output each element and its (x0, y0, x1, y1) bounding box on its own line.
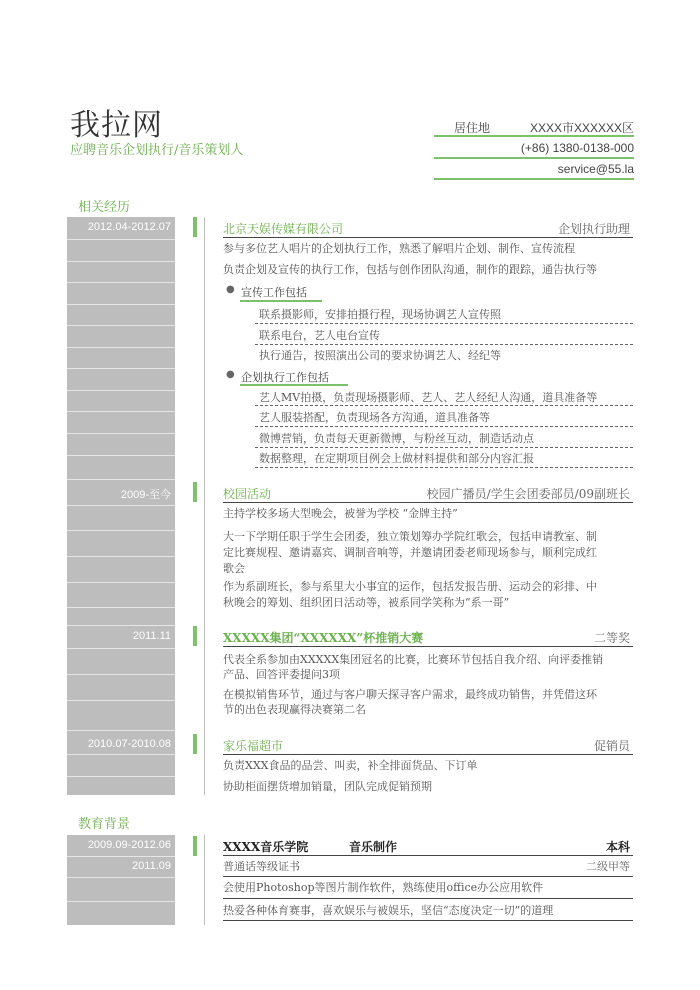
sidebar-separator (67, 556, 175, 557)
edu-cert-label: 普通话等级证书 (223, 860, 300, 873)
sidebar-separator (67, 700, 175, 701)
timeline-marker (193, 734, 197, 754)
entry-line: 大一下学期任职于学生会团委，独立策划筹办学院红歌会，包括申请教室、制 (223, 530, 597, 543)
entry-line: 负责企划及宣传的执行工作，包括与创作团队沟通，制作的跟踪，通告执行等 (223, 263, 597, 276)
group-underline (240, 384, 348, 386)
entry-role: 企划执行助理 (557, 222, 630, 236)
sidebar-separator (67, 648, 175, 649)
entry-date: 2012.04-2012.07 (87, 221, 171, 233)
timeline-line (204, 217, 205, 795)
group-item: 执行通告，按照演出公司的要求协调艺人、经纪等 (259, 349, 501, 362)
sidebar-separator (67, 304, 175, 305)
entry-divider (223, 646, 633, 647)
edu-divider (223, 876, 633, 877)
sidebar-separator (67, 455, 175, 456)
entry-line: 作为系副班长，参与系里大小事宜的运作，包括发报告册、运动会的彩排、中 (223, 580, 597, 593)
contact-divider (434, 135, 634, 137)
entry-org: 家乐福超市 (223, 739, 284, 753)
group-item: 数据整理，在定期项目例会上做材料提供和部分内容汇报 (259, 452, 534, 465)
sidebar-separator (67, 582, 175, 583)
email-value: service@55.la (557, 162, 634, 176)
edu-divider (223, 920, 633, 921)
edu-degree: 本科 (605, 840, 630, 854)
entry-line: 节的出色表现赢得决赛第二名 (223, 703, 366, 716)
entry-role: 校园广播员/学生会团委部员/09副班长 (426, 487, 630, 501)
edu-date: 2011.09 (132, 860, 171, 872)
edu-line: 热爱各种体育赛事，喜欢娱乐与被娱乐，坚信“态度决定一切”的道理 (223, 904, 554, 917)
entry-org: XXXXX集团“XXXXXX”杯推销大赛 (223, 631, 424, 645)
dashed-divider (255, 426, 633, 427)
sidebar-separator (67, 325, 175, 326)
bullet-icon: ● (226, 369, 235, 380)
sidebar-separator (67, 754, 175, 755)
dashed-divider (255, 467, 633, 468)
entry-divider (223, 237, 633, 238)
entry-line: 负责XXX食品的品尝、叫卖，补全排面货品、下订单 (223, 759, 478, 772)
group-item: 艺人服装搭配，负责现场各方沟通，道具准备等 (259, 411, 490, 424)
group-underline (240, 300, 322, 302)
entry-date: 2011.11 (132, 630, 171, 642)
group-item: 微博营销，负责每天更新微博，与粉丝互动，制造话动点 (259, 432, 534, 445)
edu-line: 会使用Photoshop等图片制作软件，熟练使用office办公应用软件 (223, 881, 544, 894)
sidebar-separator (67, 901, 175, 902)
edu-divider (223, 898, 633, 899)
sidebar-separator (67, 776, 175, 777)
entry-role: 促销员 (593, 739, 630, 753)
entry-divider (223, 754, 633, 755)
sidebar-separator (67, 674, 175, 675)
edu-divider (223, 855, 633, 856)
entry-divider (223, 502, 633, 503)
entry-line: 在模拟销售环节，通过与客户聊天探寻客户需求，最终成功销售，并凭借这环 (223, 688, 597, 701)
entry-date: 2009-至今 (120, 489, 171, 501)
sidebar-separator (67, 347, 175, 348)
edu-school: XXXX音乐学院 (223, 840, 309, 854)
timeline-marker (193, 217, 197, 237)
sidebar-separator (67, 607, 175, 608)
sidebar-separator (67, 411, 175, 412)
timeline-line (204, 835, 205, 925)
sidebar-separator (67, 390, 175, 391)
group-item: 联系摄影师，安排拍摄行程，现场协调艺人宣传照 (259, 308, 501, 321)
contact-divider (434, 157, 634, 159)
timeline-marker (193, 482, 197, 502)
edu-date: 2009.09-2012.06 (87, 839, 171, 851)
entry-line: 歌会 (223, 562, 245, 575)
entry-role: 二等奖 (593, 631, 630, 645)
sidebar-separator (67, 530, 175, 531)
entry-line: 主持学校多场大型晚会，被誉为学校 “金牌主持” (223, 507, 458, 520)
group-title: 宣传工作包括 (241, 286, 307, 299)
bullet-icon: ● (226, 284, 235, 295)
address-label: 居住地 (454, 121, 491, 135)
edu-major: 音乐制作 (349, 840, 398, 854)
sidebar-separator (67, 261, 175, 262)
entry-line: 参与多位艺人唱片的企划执行工作，熟悉了解唱片企划、制作、宣传流程 (223, 242, 575, 255)
entry-org: 北京天娱传媒有限公司 (223, 222, 344, 236)
edu-cert-value: 二级甲等 (586, 860, 630, 873)
sidebar-separator (67, 368, 175, 369)
entry-line: 产品、回答评委提问3项 (223, 668, 340, 681)
group-item: 联系电台，艺人电台宣传 (259, 329, 380, 342)
dashed-divider (255, 447, 633, 448)
sidebar-separator (67, 479, 175, 480)
timeline-marker (193, 626, 197, 646)
entry-line: 秋晚会的筹划、组织团日活动等，被系同学笑称为“系一哥” (223, 596, 510, 609)
sidebar-separator (67, 239, 175, 240)
entry-line: 协助柜面摆货增加销量，团队完成促销预期 (223, 780, 432, 793)
sidebar-separator (67, 433, 175, 434)
sidebar-separator (67, 505, 175, 506)
timeline-marker (193, 836, 197, 856)
resume-subtitle: 应聘音乐企划执行/音乐策划人 (70, 143, 244, 158)
sidebar-separator (67, 877, 175, 878)
dashed-divider (255, 344, 633, 345)
sidebar-separator (67, 625, 175, 626)
group-title: 企划执行工作包括 (241, 371, 329, 384)
section-title-education: 教育背景 (78, 817, 131, 832)
contact-divider (434, 178, 634, 180)
section-title-experience: 相关经历 (78, 200, 131, 215)
entry-date: 2010.07-2010.08 (87, 738, 171, 750)
sidebar-separator (67, 730, 175, 731)
phone-value: (+86) 1380-0138-000 (520, 141, 634, 155)
dashed-divider (255, 323, 633, 324)
sidebar-separator (67, 282, 175, 283)
address-value: XXXX市XXXXXX区 (529, 121, 634, 135)
entry-line: 定比赛规程、邀请嘉宾、调制音响等，并邀请团委老师现场参与，顺利完成红 (223, 546, 597, 559)
entry-org: 校园活动 (223, 487, 272, 501)
sidebar-separator (67, 856, 175, 857)
dashed-divider (255, 405, 633, 406)
group-item: 艺人MV拍摄，负责现场摄影师、艺人、艺人经纪人沟通，道具准备等 (259, 391, 598, 404)
resume-name: 我拉网 (70, 108, 163, 143)
entry-line: 代表全系参加由XXXXX集团冠名的比赛，比赛环节包括自我介绍、向评委推销 (223, 653, 604, 666)
